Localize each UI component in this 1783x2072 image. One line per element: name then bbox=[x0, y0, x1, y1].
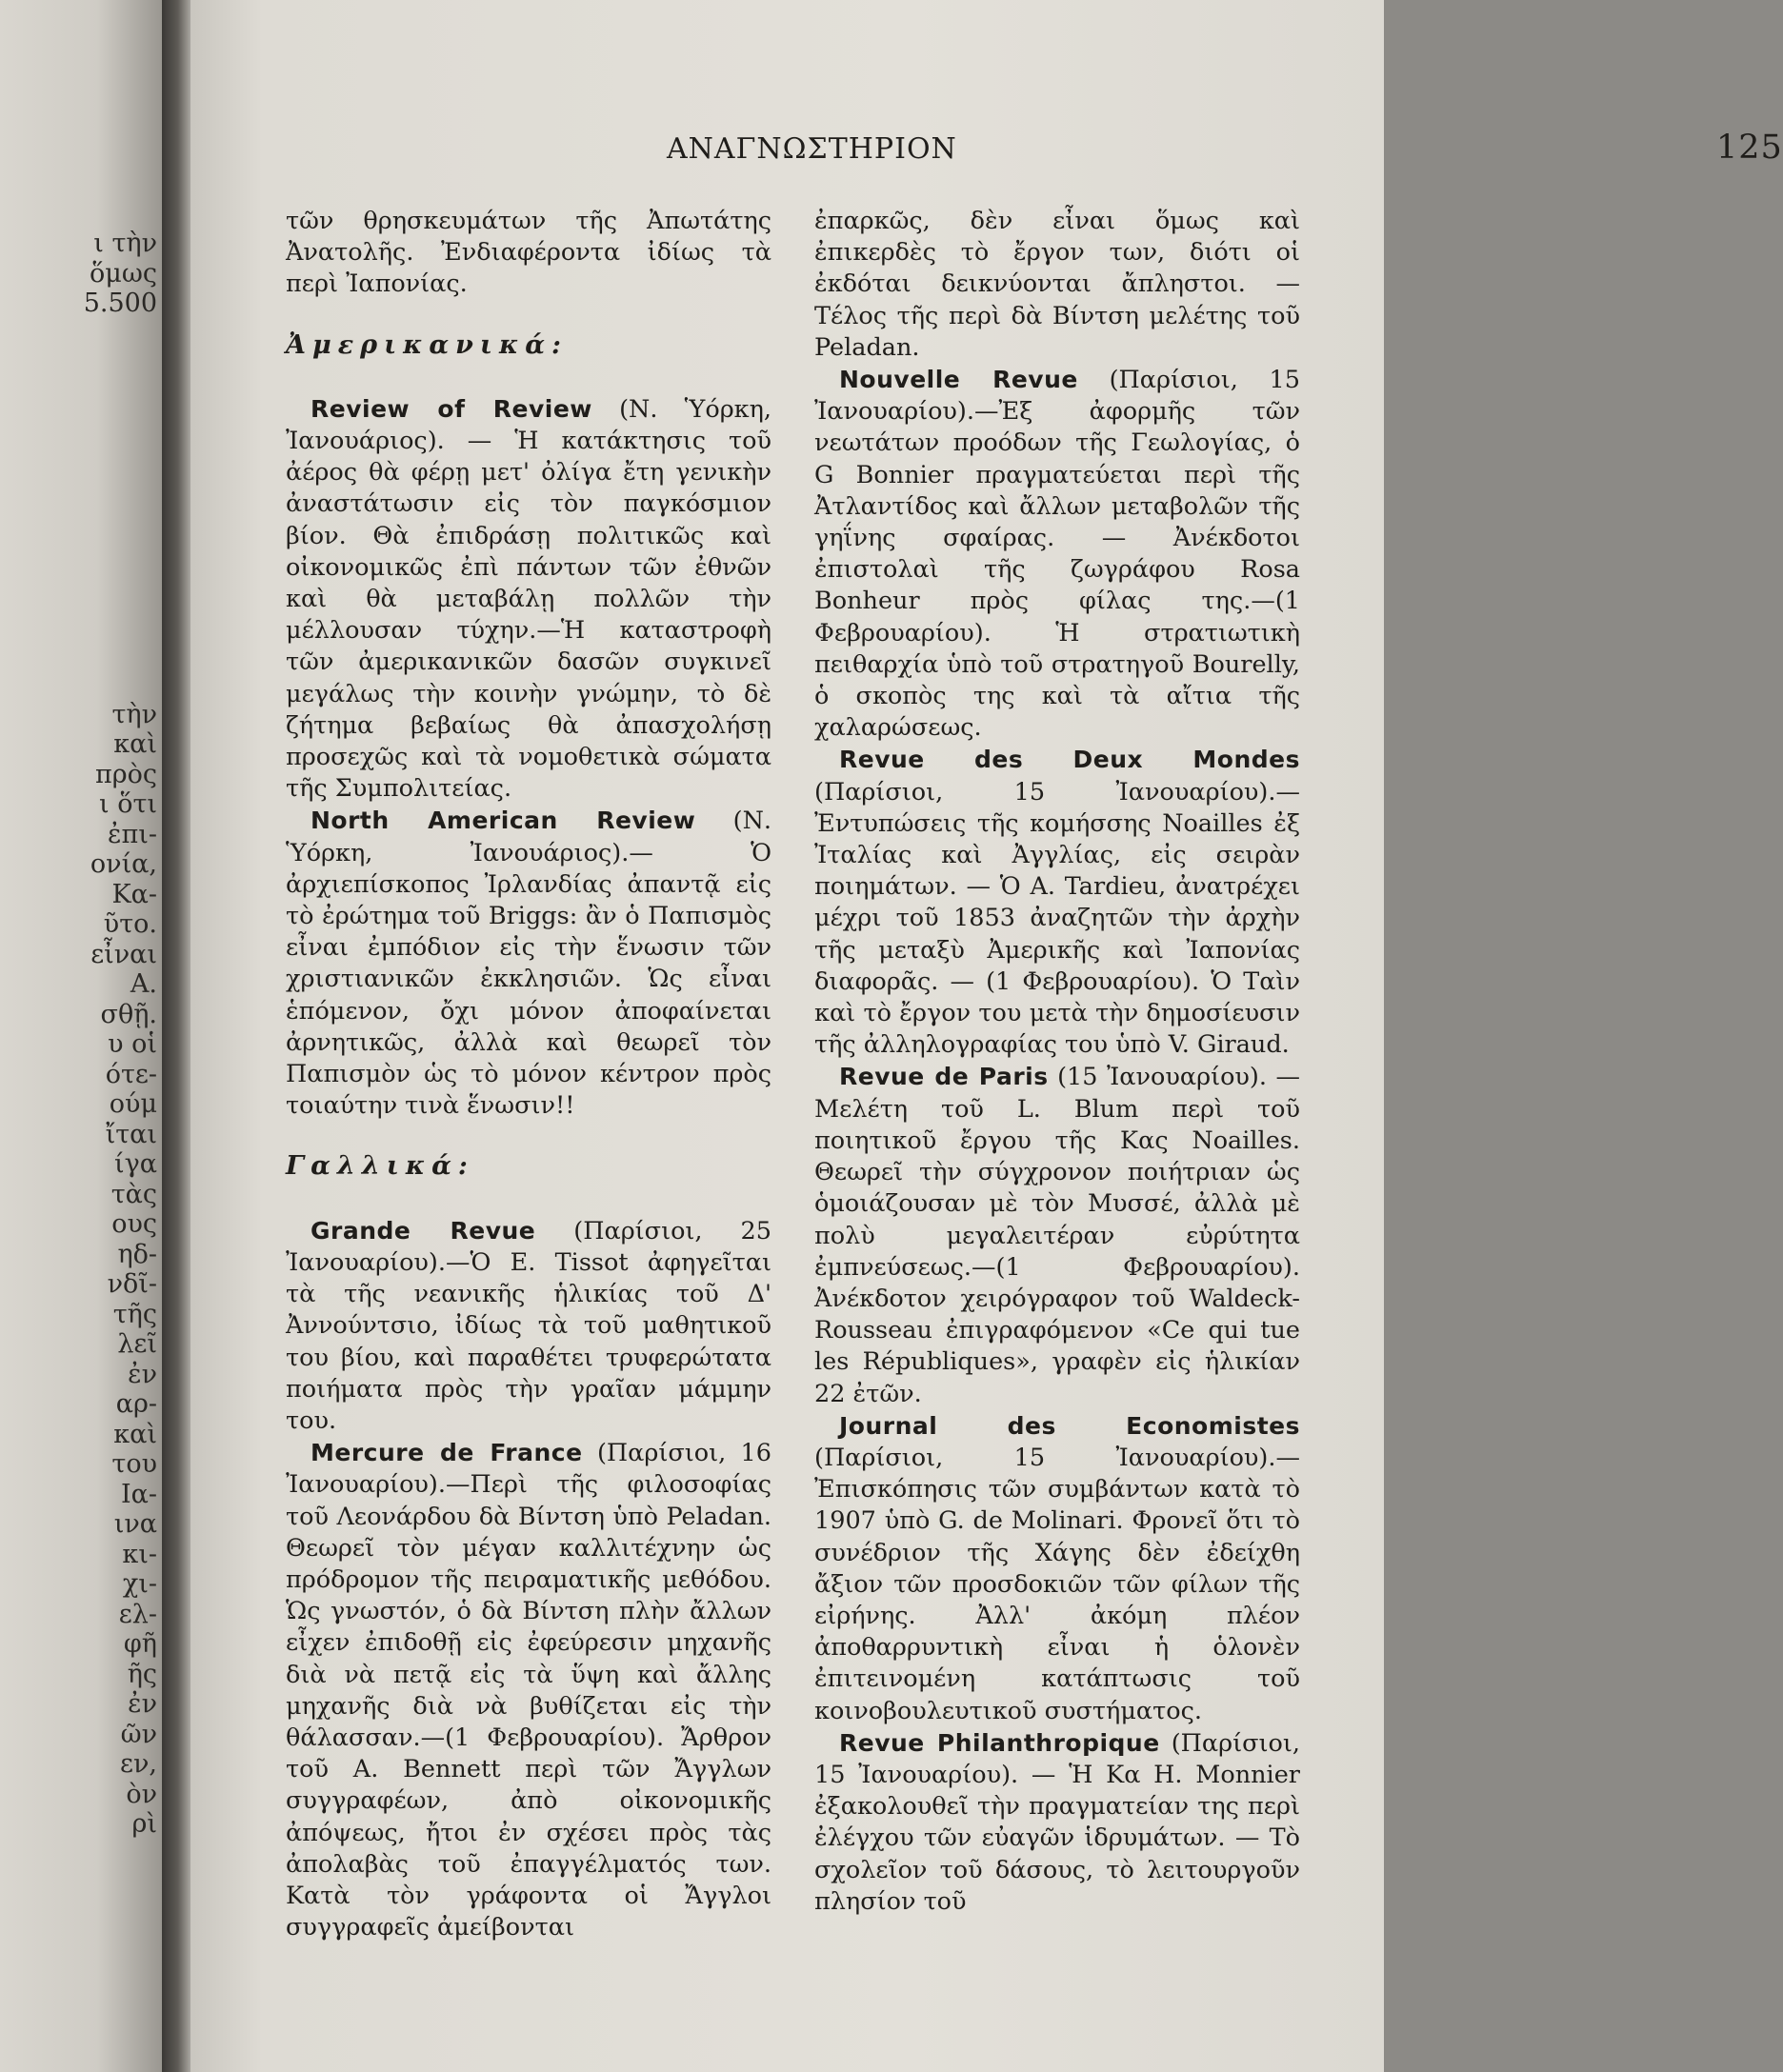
fragment-line: σθῇ. bbox=[100, 999, 157, 1029]
fragment-line: καὶ bbox=[113, 729, 157, 759]
entry-text: (Παρίσιοι, 15 Ἰανουαρίου).—Ἐξ ἀφορμῆς τῶν νεωτάτων προόδων τῆς Γεωλογίας, ὁ G Bonnier πραγματεύεται περὶ τῆς Ἀτλαντίδος καὶ ἄλλων μεταβολῶν τῆς γηΐνης σφαίρας. — Ἀνέκδοτοι ἐπιστολαὶ τῆς ζωγράφου Rosa Bonheur πρὸς φίλας της.—(1 Φεβρουαρίου). Ἡ στρατιωτικὴ πειθαρχία ὑπὸ τοῦ στρατηγοῦ Bourelly, ὁ σκοπὸς της καὶ τὰ αἴτια τῆς χαλαρώσεως. bbox=[814, 366, 1300, 743]
fragment-line: εἶναι bbox=[90, 939, 157, 969]
fragment-line: του bbox=[111, 1449, 157, 1479]
fragment-line: ἐν bbox=[128, 1689, 157, 1719]
fragment-line: κι- bbox=[122, 1539, 157, 1569]
fragment-line: ὅμως bbox=[90, 258, 157, 289]
entry-text: (Ν. Ὑόρκη, Ἰανουάριος).— Ὁ ἀρχιεπίσκοπος Ἰρλανδίας ἀπαντᾷ εἰς τὸ ἐρώτημα τοῦ Briggs: ἂν ὁ Παπισμὸς εἶναι ἐμπόδιον εἰς τὴν ἕνωσιν τῶν χριστιανικῶν ἐκκλησιῶν. Ὡς εἶναι ἑπόμενον, ὄχι μόνον ἀποφαίνεται ἀρνητικῶς, ἀλλὰ καὶ θεωρεῖ τὸν Παπισμὸν ὡς τὸ μόνον κέντρον πρὸς τοιαύτην τινὰ ἕνωσιν!! bbox=[286, 807, 771, 1121]
fragment-line: ινα bbox=[113, 1509, 157, 1539]
fragment-line: ι τὴν bbox=[93, 229, 157, 258]
fragment-line: φῆ bbox=[123, 1629, 157, 1659]
periodical-name: Review of Review bbox=[311, 394, 592, 423]
fragment-line: εν, bbox=[120, 1749, 157, 1779]
periodical-name: Revue de Paris bbox=[839, 1063, 1049, 1091]
entry-text: (Παρίσιοι, 15 Ἰανουαρίου).—Ἐντυπώσεις τῆς κομήσσης Noailles ἐξ Ἰταλίας καὶ Ἀγγλίας, εἰς σειρὰν ποιημάτων. — Ὁ Α. Tardieu, ἀνατρέχει μέχρι τοῦ 1853 ἀναζητῶν τὴν ἀρχὴν τῆς μεταξὺ Ἀμερικῆς καὶ Ἰαπονίας διαφορᾶς. — (1 Φεβρουαρίου). Ὁ Ταὶν καὶ τὸ ἔργον του μετὰ τὴν δημοσίευσιν τῆς ἀλληλογραφίας του ὑπὸ V. Giraud. bbox=[814, 777, 1300, 1060]
entry-text: (Παρίσιοι, 15 Ἰανουαρίου). — Ἡ Κα Η. Monnier ἐξακολουθεῖ τὴν πραγματείαν της περὶ ἐλέγχου τῶν εὐαγῶν ἱδρυμάτων. — Τὸ σχολεῖον τοῦ δάσους, τὸ λειτουργοῦν πλησίον τοῦ bbox=[814, 1728, 1300, 1916]
entry-nouvelle-revue bbox=[814, 364, 1300, 744]
entry-mercure-de-france bbox=[286, 1437, 771, 1943]
fragment-line: καὶ bbox=[113, 1419, 157, 1449]
periodical-name: Mercure de France bbox=[311, 1439, 583, 1467]
periodical-name: Journal des Economistes bbox=[839, 1411, 1300, 1440]
entry-revue-des-deux-mondes bbox=[814, 744, 1300, 1061]
fragment-line: ρὶ bbox=[131, 1809, 157, 1839]
fragment-line: υ οἱ bbox=[108, 1029, 157, 1059]
periodical-name: Revue des Deux Mondes bbox=[839, 746, 1300, 774]
fragment-line: ότε- bbox=[105, 1059, 157, 1089]
fragment-line: 5.500 bbox=[83, 289, 157, 318]
fragment-line: ὸν bbox=[126, 1779, 157, 1809]
fragment-line: ηδ- bbox=[117, 1239, 157, 1269]
fragment-line: τὰς bbox=[110, 1179, 157, 1209]
periodical-name: Revue Philanthropique bbox=[839, 1728, 1160, 1757]
fragment-line: ονία, bbox=[90, 849, 157, 879]
page-number: 125 bbox=[1716, 129, 1783, 167]
fragment-line: Κα- bbox=[111, 879, 157, 909]
fragment-line: ῆς bbox=[127, 1659, 157, 1689]
entry-text: (Παρίσιοι, 25 Ἰανουαρίου).—Ὁ Ε. Tissot ἀφηγεῖται τὰ τῆς νεανικῆς ἡλικίας τοῦ Δ' Ἀννούντσιο, ἰδίως τὰ τοῦ μαθητικοῦ του βίου, καὶ παραθέτει τρυφερώτατα ποιήματα πρὸς τὴν γραῖαν μάμμην του. bbox=[286, 1216, 772, 1435]
periodical-name: Nouvelle Revue bbox=[839, 366, 1078, 394]
fragment-line: Ια- bbox=[120, 1479, 157, 1509]
entry-grande-revue bbox=[286, 1215, 771, 1437]
entry-revue-philanthropique bbox=[814, 1727, 1300, 1918]
fragment-line: λεῖ bbox=[117, 1329, 157, 1359]
fragment-line: πρὸς bbox=[95, 759, 157, 789]
fragment-line: αρ- bbox=[115, 1389, 157, 1419]
entry-journal-des-economistes bbox=[814, 1410, 1300, 1727]
fragment-line: νδῖ- bbox=[107, 1269, 157, 1299]
fragment-line: τῆς bbox=[112, 1299, 157, 1329]
entry-text: (Παρίσιοι, 16 Ἰανουαρίου).—Περὶ τῆς φιλοσοφίας τοῦ Λεονάρδου δὰ Βίντση ὑπὸ Peladan. Θεωρεῖ τὸν μέγαν καλλιτέχνην ὡς πρόδρομον τῆς πειραματικῆς μεθόδου. Ὡς γνωστόν, ὁ δὰ Βίντση πλὴν ἄλλων εἶχεν ἐπιδοθῇ εἰς ἐφεύρεσιν μηχανῆς διὰ νὰ πετᾷ εἰς τὰ ὕψη καὶ ἄλλης μηχανῆς διὰ νὰ βυθίζεται εἰς τὴν θάλασσαν.—(1 Φεβρουαρίου). Ἄρθρον τοῦ Α. Bennett περὶ τῶν Ἄγγλων συγγραφέων, ἀπὸ οἰκονομικῆς ἀπόψεως, ἤτοι ἐν σχέσει πρὸς τὰς ἀπολαβὰς τοῦ ἐπαγγέλματός των. Κατὰ τὸν γράφοντα οἱ Ἄγγλοι συγγραφεῖς ἀμείβονται bbox=[286, 1439, 771, 1942]
fragment-line: ούμ bbox=[109, 1089, 157, 1119]
fragment-line: χι- bbox=[122, 1569, 157, 1599]
fragment-line: ἐπι- bbox=[108, 819, 157, 849]
fragment-line: ἴται bbox=[105, 1119, 157, 1149]
fragment-line: ίγα bbox=[114, 1149, 157, 1179]
right-column bbox=[814, 206, 1300, 1918]
section-heading-french: Γαλλικά: bbox=[286, 1151, 474, 1182]
entry-north-american-review bbox=[286, 805, 771, 1122]
fragment-line: Α. bbox=[130, 969, 157, 999]
fragment-line: ους bbox=[111, 1209, 157, 1239]
fragment-line: ι ὅτι bbox=[99, 789, 157, 819]
intro-paragraph: τῶν θρησκευμάτων τῆς Ἀπωτάτης Ἀνατολῆς. Ἐνδιαφέροντα ἰδίως τὰ περὶ Ἰαπονίας. bbox=[286, 207, 771, 299]
fragment-line: ῦτο. bbox=[103, 909, 157, 939]
fragment-line: ῶν bbox=[120, 1719, 157, 1749]
entry-text: (Ν. Ὑόρκη, Ἰανουάριος). — Ἡ κατάκτησις τοῦ ἀέρος θὰ φέρῃ μετ' ὀλίγα ἔτη γενικὴν ἀναστάτωσιν εἰς τὸν παγκόσμιον βίον. Θὰ ἐπιδράσῃ πολιτικῶς καὶ οἰκονομικῶς ἐπὶ πάντων τῶν ἐθνῶν καὶ θὰ μεταβάλῃ πολλῶν τὴν μέλλουσαν τύχην.—Ἡ καταστροφὴ τῶν ἀμερικανικῶν δασῶν συγκινεῖ μεγάλως τὴν κοινὴν γνώμην, τὸ δὲ ζήτημα βεβαίως θὰ ἀπασχολήσῃ προσεχῶς καὶ τὰ νομοθετικὰ σώματα τῆς Συμπολιτείας. bbox=[286, 394, 772, 804]
fragment-line: ἐν bbox=[128, 1359, 157, 1389]
entry-revue-de-paris bbox=[814, 1061, 1300, 1409]
facing-page-fragments bbox=[0, 229, 157, 1840]
book-gutter bbox=[162, 0, 190, 2072]
intro-paragraph: ἐπαρκῶς, δὲν εἶναι ὅμως καὶ ἐπικερδὲς τὸ ἔργον των, διότι οἱ ἐκδόται δεικνύονται ἄπληστοι. — Τέλος τῆς περὶ δὰ Βίντση μελέτης τοῦ Peladan. bbox=[814, 207, 1300, 362]
periodical-name: Grande Revue bbox=[311, 1216, 536, 1245]
entry-text: (15 Ἰανουαρίου). — Μελέτη τοῦ L. Blum περὶ τοῦ ποιητικοῦ ἔργου τῆς Κας Noailles. Θεωρεῖ τὴν σύγχρονον ποιήτριαν ὡς ὁμοιάζουσαν μὲ τὸν Μυσσέ, ἀλλὰ μὲ πολὺ μεγαλειτέραν εὐρύτητα ἐμπνεύσεως.—(1 Φεβρουαρίου). Ἀνέκδοτον χειρόγραφον τοῦ Waldeck-Rousseau ἐπιγραφόμενον «Ce qui tue les Républiques», γραφὲν εἰς ἡλικίαν 22 ἐτῶν. bbox=[814, 1063, 1300, 1408]
left-column bbox=[286, 206, 771, 1943]
fragment-line: ελ- bbox=[118, 1599, 157, 1629]
entry-review-of-review bbox=[286, 393, 771, 806]
entry-text: (Παρίσιοι, 15 Ἰανουαρίου).—Ἐπισκόπησις τῶν συμβάντων κατὰ τὸ 1907 ὑπὸ G. de Molinari. Φρονεῖ ὅτι τὸ συνέδριον τῆς Χάγης δὲν ἐδείχθη ἄξιον τῶν προσδοκιῶν τῶν φίλων τῆς εἰρήνης. Ἀλλ' ἀκόμη πλέον ἀποθαρρυντικὴ εἶναι ἡ ὁλονὲν ἐπιτεινομένη κατάπτωσις τοῦ κοινοβουλευτικοῦ συστήματος. bbox=[814, 1443, 1300, 1725]
periodical-name: North American Review bbox=[311, 807, 696, 835]
facing-page-edge bbox=[0, 0, 162, 2072]
running-title: ΑΝΑΓΝΩΣΤΗΡΙΟΝ bbox=[667, 132, 957, 166]
fragment-line: τὴν bbox=[111, 699, 157, 729]
section-heading-american: Ἀμερικανικά: bbox=[286, 329, 568, 360]
